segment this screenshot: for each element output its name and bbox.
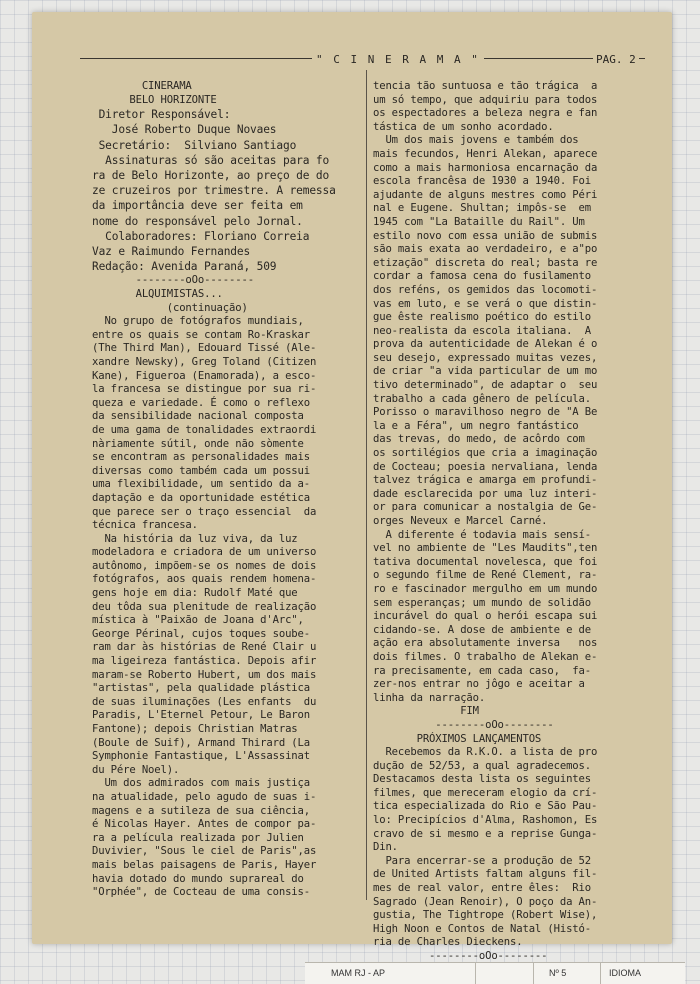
left-column-line: ze cruzeiros por trimestre. A remessa [92,184,336,198]
left-column-line: ram dar às histórias de René Clair u [92,641,317,654]
right-column-line: de Cocteau; poesia nervaliana, lenda [373,460,598,473]
right-column-line: or para comunicar a nostalgia de Ge- [373,501,598,514]
right-column-line: lo: Precipícios d'Alma, Rashomon, Es [373,814,598,827]
right-column-line: dois filmes. O trabalho de Alekan e- [373,650,598,663]
column-divider [366,70,367,900]
left-column-line: xandre Newsky), Greg Toland (Citizen [92,355,317,368]
right-column-line: dução de 52/53, a qual agradecemos. [373,759,591,772]
left-column-line: diversas como também cada um possui [92,464,310,477]
left-column-line: havia dotado do mundo suprareal do [92,872,304,885]
left-column-line: Diretor Responsável: [92,108,231,122]
right-column-line: Porisso o maravilhoso negro de "A Be [373,406,598,419]
right-column-line: ro e fascinador mergulho em um mundo [373,582,598,595]
right-column-line: vas em luto, e se verá o que distin- [373,297,598,310]
left-column-line: (Boule de Suif), Armand Thirard (La [92,736,310,749]
right-column-line: ajudante de alguns mestres como Péri [373,188,598,201]
left-column-line: é Nicolas Hayer. Antes de compor pa- [92,818,317,831]
right-column-line: PRÓXIMOS LANÇAMENTOS [373,732,542,745]
right-column-line: talvez trágica e amarga em profundi- [373,474,598,487]
left-column-line: da sensibilidade nacional composta [92,410,304,423]
stamp-cell-divider [600,963,601,984]
left-column-line: Secretário: Silviano Santiago [92,138,297,152]
right-column-line: Din. [373,841,398,854]
left-column-line: CINERAMA [92,80,192,92]
right-column-line: A diferente é todavia mais sensí- [373,528,591,541]
right-column-line: ra precisamente, em cada caso, fa- [373,664,591,677]
left-column-line: deu tôda sua plenitude de realização [92,600,317,613]
left-column-line: se encontram as personalidades mais [92,451,310,464]
right-column-line: cordar a famosa cena do fusilamento [373,270,591,283]
left-column-line: queza e variedade. É como o reflexo [92,396,310,409]
left-column-line: ALQUIMISTAS... [92,288,223,301]
right-column-line: como a mais harmoniosa encarnação da [373,161,598,174]
right-column-line: de criar "a vida particular de um mo [373,365,598,378]
left-column-line: No grupo de fotógrafos mundiais, [92,315,304,328]
right-column-line: orges Neveux e Marcel Carné. [373,515,548,527]
right-column-line: mes de real valor, entre êles: Rio [373,882,591,895]
left-column-line: gens hoje em dia: Rudolf Maté que [92,587,298,600]
left-column-line: entre os quais se contam Ro-Kraskar [92,328,310,341]
right-column-line: cidando-se. A dose de ambiente e de [373,623,591,636]
left-column-line: nàriamente sútil, onde não sòmente [92,437,304,450]
running-header-title: " C I N E R A M A " [312,53,484,66]
right-column-line: zer-nos entrar no jôgo e aceitar a [373,678,585,691]
left-column-line: mais belas paisagens de Paris, Hayer [92,858,317,871]
right-column-line: sem esperanças; um mundo de solidão [373,596,591,609]
left-column-line: ra a película realizada por Julien [92,831,304,844]
left-column-line: Assinaturas só são aceitas para fo [92,153,330,167]
left-column-line: Na história da luz viva, da luz [92,532,298,545]
left-column-line: maram-se Roberto Hubert, um dos mais [92,668,317,681]
left-column-line: "Orphée", de Cocteau de uma consis- [92,886,310,899]
left-column-line: Kane), Figueroa (Enamorada), a esco- [92,369,317,382]
right-column-line: um só tempo, que adquiriu para todos [373,93,598,106]
right-column-line: Sagrado (Jean Renoir), O poço da An- [373,895,598,908]
right-column-line: trabalho a cada gênero de película. [373,392,591,405]
right-column-line: dade esclarecida por uma luz interi- [373,487,598,500]
right-column-line: filmes, que mereceram elogio da crí- [373,786,598,799]
right-column-line: Para encerrar-se a produção de 52 [373,854,591,867]
right-column-line: seu desejo, expressado muitas vezes, [373,351,598,364]
right-column-line: são mais exata ao verdadeiro, e a"po [373,243,598,256]
left-column-line: daptação e da oportunidade estética [92,491,310,504]
left-column-line: autônomo, impõem-se os nomes de dois [92,559,317,572]
right-column-line: gustia, The Tightrope (Robert Wise), [373,909,598,922]
right-column-line: o segundo filme de René Clement, ra- [373,569,598,582]
left-column-line: --------oOo-------- [92,274,254,287]
right-column-line: linha da narração. [373,691,486,704]
left-column-line: du Pére Noel). [92,763,180,776]
left-column-line: na atualidade, pelo agudo de suas i- [92,790,317,803]
right-column-line: 1945 com "La Bataille du Rail". Um [373,215,585,228]
left-column-line: fotógrafos, aos quais rendem homena- [92,573,317,586]
right-column-line: ria de Charles Dieckens. [373,936,523,949]
left-column-line: que parece ser o traço essencial da [92,505,317,518]
right-column-line: FIM [373,705,479,718]
left-column [92,80,362,900]
right-column-line: os sortilégios que cria a imaginação [373,447,598,460]
left-column-line: da importância deve ser feita em [92,199,303,213]
right-column-line: tivo determinado", de adaptar o seu [373,379,598,392]
right-column-line: mais fecundos, Henri Alekan, aparece [373,147,598,160]
left-column-line: Symphonie Fantastique, L'Assassinat [92,750,310,763]
right-column-line: prova da autenticidade de Alekan é o [373,338,598,351]
left-column-line: de suas iluminações (Les enfants du [92,695,317,708]
right-column-line: neo-realista da escola italiana. A [373,324,591,337]
right-column-line: High Noon e Contos de Natal (Histó- [373,922,591,935]
left-column-line: la francesa se distingue por sua ri- [92,383,317,396]
left-column-line: modeladora e criadora de um universo [92,546,317,559]
right-column-line: tica especializada do Rio e São Pau- [373,800,598,813]
right-column-line: incurável do qual o herói escapa sui [373,610,598,623]
left-column-line: ra de Belo Horizonte, ao preço de do [92,169,330,182]
right-column [373,80,653,964]
left-column-line: (The Third Man), Edouard Tissé (Ale- [92,342,317,355]
right-column-line: --------oOo-------- [373,718,554,731]
right-column-line: escola francêsa de 1930 a 1940. Foi [373,175,591,188]
left-column-line: uma flexibilidade, um sentido da a- [92,478,310,491]
right-column-line: tencia tão suntuosa e tão trágica a [373,80,598,92]
right-column-line: etização" discreta do real; basta re [373,256,598,269]
right-column-line: estilo novo com essa união de submis [373,229,598,242]
stamp-cell-divider [475,963,476,984]
right-column-line: dos reféns, os gemidos das locomoti- [373,283,598,296]
page-number: PAG. 2 [593,53,639,66]
left-column-line: Fantone); depois Christian Matras [92,723,298,736]
left-column-line: Um dos admirados com mais justiça [92,777,310,790]
catalog-stamp [305,962,685,984]
stamp-number: Nº 5 [549,968,567,978]
right-column-line: das trevas, do medo, de acôrdo com [373,433,585,446]
right-column-line: Um dos mais jovens e também dos [373,134,579,147]
right-column-line: tástica de um sonho acordado. [373,120,554,133]
left-column-line: Colaboradores: Floriano Correia [92,229,310,243]
left-column-line: George Périnal, cujos toques soube- [92,627,310,640]
right-column-line: gue êste realismo poético do estilo [373,311,591,324]
right-column-line: la e a Féra", um negro fantástico [373,419,579,432]
left-column-line: (continuação) [92,301,248,314]
left-column-line: Duvivier, "Sous le ciel de Paris",as [92,845,317,858]
left-column-line: BELO HORIZONTE [92,93,217,106]
left-column-line: Paradis, L'Eternel Petour, Le Baron [92,709,310,722]
left-column-line: Redação: Avenida Paraná, 509 [92,260,277,274]
stamp-cell-divider [533,963,534,984]
right-column-line: nal e Eugene. Shultan; impôs-se em [373,202,591,215]
left-column-line: técnica francesa. [92,519,198,532]
right-column-line: de United Artists faltam alguns fil- [373,868,598,881]
left-column-line: Vaz e Raimundo Fernandes [92,245,251,259]
left-column-line: José Roberto Duque Novaes [92,123,277,137]
right-column-line: os espectadores a beleza negra e fan [373,107,598,120]
right-column-line: ação era absolutamente inversa nos [373,637,598,650]
right-column-line: cravo de si mesmo e a reprise Gunga- [373,827,598,840]
right-column-line: Destacamos desta lista os seguintes [373,773,591,786]
right-column-line: --------oOo-------- [373,950,548,962]
left-column-line: nome do responsável pelo Jornal. [92,214,303,228]
left-column-line: ma ligeireza fantástica. Depois afir [92,655,317,668]
right-column-line: tativa documental novelesca, que foi [373,555,598,568]
left-column-line: de uma gama de tonalidades extraordi [92,423,317,436]
left-column-line: magens e a sutileza de sua ciência, [92,804,310,817]
left-column-line: mística à "Paixão de Joana d'Arc", [92,614,304,627]
archive-label: MAM RJ - AP [331,968,386,978]
left-column-line: "artistas", pela qualidade plástica [92,682,310,695]
stamp-language: IDIOMA [609,968,642,978]
right-column-line: vel no ambiente de "Les Maudits",ten [373,542,598,555]
right-column-line: Recebemos da R.K.O. a lista de pro [373,746,598,759]
